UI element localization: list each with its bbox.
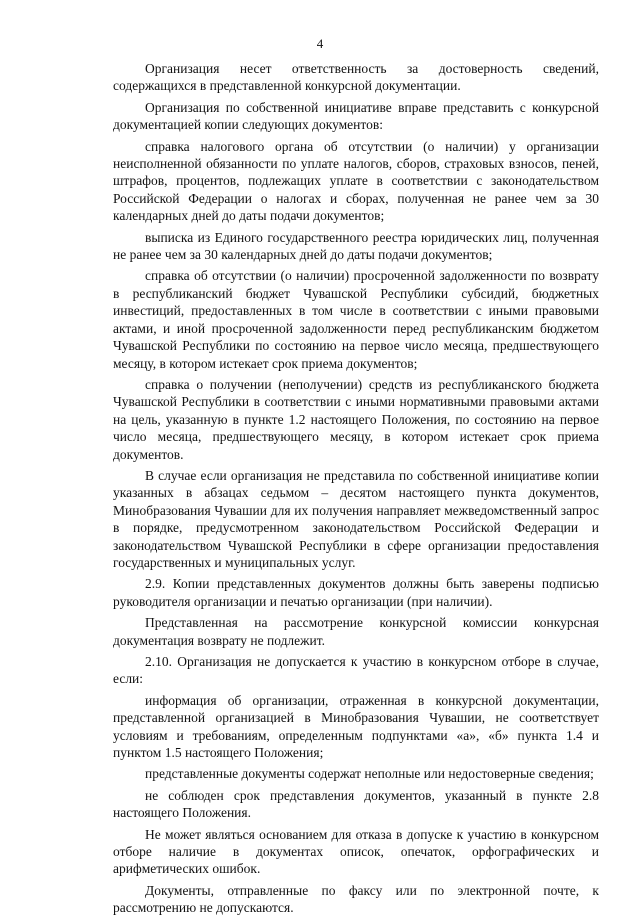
paragraph: 2.9. Копии представленных документов должны быть заверены подписью руководителя организации и печатью организации (при наличии). xyxy=(113,576,599,609)
paragraph: справка о получении (неполучении) средств из республиканского бюджета Чувашской Республики в соответствии с иными нормативными правовыми актами на цель, указанную в пункте 1.2 настоящего Положения, по состоянию на первое число месяца, предшествующего месяцу, в котором истекает срок приема документов. xyxy=(113,376,599,462)
paragraph: Представленная на рассмотрение конкурсной комиссии конкурсная документация возврату не подлежит. xyxy=(113,615,599,648)
paragraph: не соблюден срок представления документов, указанный в пункте 2.8 настоящего Положения. xyxy=(113,787,599,821)
page-number: 4 xyxy=(316,36,324,51)
paragraph: справка налогового органа об отсутствии (о наличии) у организации неисполненной обязанности по уплате налогов, сборов, страховых взносов, пеней, штрафов, процентов, подлежащих уплате в соответствии с законодательством Российской Федерации о налогах и сборах, полученная не ранее чем за 30 календарных дней до даты подачи документов; xyxy=(113,138,599,224)
document-body xyxy=(113,60,599,921)
paragraph: 2.10. Организация не допускается к участию в конкурсном отборе в случае, если: xyxy=(113,654,599,687)
paragraph: В случае если организация не представила по собственной инициативе копии указанных в абзацах седьмом – десятом настоящего пункта документов, Минобразования Чувашии для их получения направляет межведомственный запрос в порядке, предусмотренном законодательством Российской Федерации и законодательством Чувашской Республики в сфере организации предоставления государственных и муниципальных услуг. xyxy=(113,467,599,570)
paragraph: Документы, отправленные по факсу или по электронной почте, к рассмотрению не допускаются. xyxy=(113,882,599,916)
paragraph: информация об организации, отраженная в конкурсной документации, представленной организацией в Минобразования Чувашии, не соответствует условиям и требованиям, определенным подпунктами «а», «б» пункта 1.4 и пунктом 1.5 настоящего Положения; xyxy=(113,692,599,761)
paragraph: Организация по собственной инициативе вправе представить с конкурсной документацией копии следующих документов: xyxy=(113,99,599,133)
paragraph: выписка из Единого государственного реестра юридических лиц, полученная не ранее чем за 30 календарных дней до даты подачи документов; xyxy=(113,229,599,263)
paragraph: справка об отсутствии (о наличии) просроченной задолженности по возврату в республиканский бюджет Чувашской Республики субсидий, бюджетных инвестиций, предоставленных в том числе в соответствии с иными правовыми актами, и иной просроченной задолженности перед республиканским бюджетом Чувашской Республики по состоянию на первое число месяца, предшествующего месяцу, в котором истекает срок приема документов; xyxy=(113,268,599,371)
paragraph: представленные документы содержат неполные или недостоверные сведения; xyxy=(145,766,594,782)
paragraph: Не может являться основанием для отказа в допуске к участию в конкурсном отборе наличие в документах описок, опечаток, орфографических и арифметических ошибок. xyxy=(113,826,599,877)
paragraph: Организация несет ответственность за достоверность сведений, содержащихся в представленной конкурсной документации. xyxy=(113,61,599,94)
